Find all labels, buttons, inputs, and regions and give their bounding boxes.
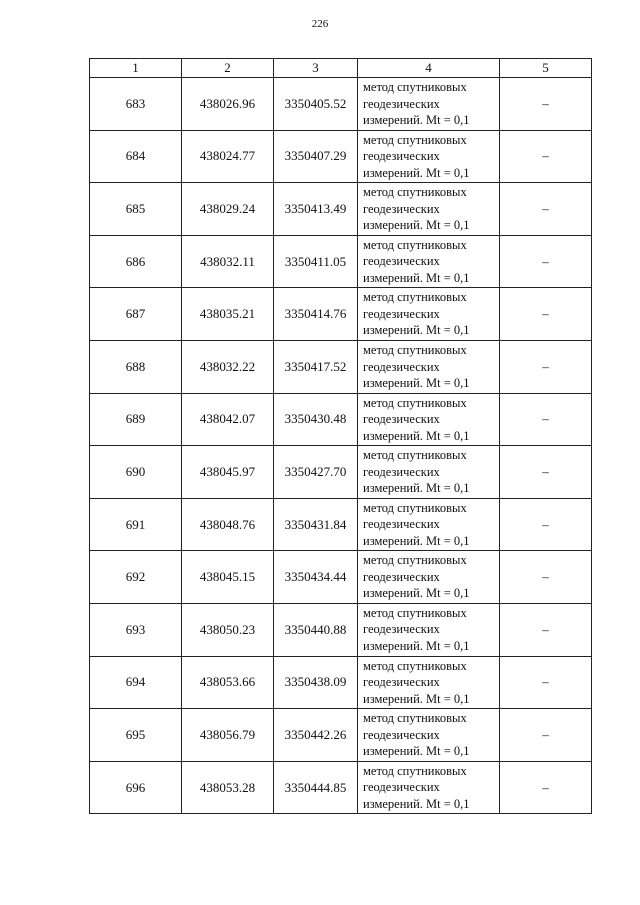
method-text-line: метод спутниковых: [363, 185, 467, 200]
y-coordinate-cell: 3350438.09: [274, 656, 358, 709]
method-text-line: геодезических: [363, 517, 440, 532]
x-coordinate-cell: 438056.79: [182, 709, 274, 762]
method-text-line: измерений. Mt = 0,1: [363, 270, 470, 285]
x-coordinate-cell: 438032.11: [182, 235, 274, 288]
x-coordinate-cell: 438026.96: [182, 78, 274, 131]
method-cell: [358, 340, 500, 393]
y-coordinate-cell: 3350411.05: [274, 235, 358, 288]
method-cell: [358, 761, 500, 814]
x-coordinate-cell: 438032.22: [182, 340, 274, 393]
y-coordinate-cell: 3350430.48: [274, 393, 358, 446]
method-text-line: геодезических: [363, 96, 440, 111]
method-text-line: метод спутниковых: [363, 553, 467, 568]
method-text-line: измерений. Mt = 0,1: [363, 376, 470, 391]
table-row: [90, 709, 592, 762]
point-number-cell: 696: [90, 761, 182, 814]
y-coordinate-cell: 3350417.52: [274, 340, 358, 393]
column-header-1: 1: [90, 59, 182, 78]
method-text-line: измерений. Mt = 0,1: [363, 428, 470, 443]
table-row: [90, 340, 592, 393]
method-text-line: метод спутниковых: [363, 290, 467, 305]
method-cell: [358, 446, 500, 499]
point-number-cell: 694: [90, 656, 182, 709]
method-text-line: геодезических: [363, 622, 440, 637]
method-text-line: метод спутниковых: [363, 343, 467, 358]
description-cell: –: [500, 235, 592, 288]
method-text-line: геодезических: [363, 675, 440, 690]
method-text-line: метод спутниковых: [363, 500, 467, 515]
y-coordinate-cell: 3350440.88: [274, 603, 358, 656]
method-cell: [358, 709, 500, 762]
point-number-cell: 688: [90, 340, 182, 393]
method-text-line: геодезических: [363, 306, 440, 321]
method-cell: [358, 656, 500, 709]
method-text-line: геодезических: [363, 412, 440, 427]
point-number-cell: 683: [90, 78, 182, 131]
y-coordinate-cell: 3350407.29: [274, 130, 358, 183]
column-header-3: 3: [274, 59, 358, 78]
description-cell: –: [500, 498, 592, 551]
table-row: [90, 78, 592, 131]
y-coordinate-cell: 3350444.85: [274, 761, 358, 814]
method-text-line: измерений. Mt = 0,1: [363, 113, 470, 128]
point-number-cell: 691: [90, 498, 182, 551]
method-text-line: геодезических: [363, 780, 440, 795]
x-coordinate-cell: 438048.76: [182, 498, 274, 551]
method-text-line: измерений. Mt = 0,1: [363, 323, 470, 338]
method-text-line: геодезических: [363, 359, 440, 374]
description-cell: –: [500, 393, 592, 446]
description-cell: –: [500, 551, 592, 604]
point-number-cell: 689: [90, 393, 182, 446]
method-text-line: измерений. Mt = 0,1: [363, 218, 470, 233]
table-row: [90, 498, 592, 551]
table-row: [90, 446, 592, 499]
x-coordinate-cell: 438035.21: [182, 288, 274, 341]
x-coordinate-cell: 438029.24: [182, 183, 274, 236]
method-text-line: геодезических: [363, 201, 440, 216]
method-text-line: измерений. Mt = 0,1: [363, 533, 470, 548]
method-text-line: измерений. Mt = 0,1: [363, 586, 470, 601]
method-text-line: измерений. Mt = 0,1: [363, 165, 470, 180]
method-text-line: измерений. Mt = 0,1: [363, 481, 470, 496]
column-header-5: 5: [500, 59, 592, 78]
method-text-line: геодезических: [363, 727, 440, 742]
method-text-line: метод спутниковых: [363, 711, 467, 726]
x-coordinate-cell: 438045.15: [182, 551, 274, 604]
method-text-line: геодезических: [363, 149, 440, 164]
method-text-line: геодезических: [363, 254, 440, 269]
point-number-cell: 693: [90, 603, 182, 656]
method-text-line: измерений. Mt = 0,1: [363, 638, 470, 653]
point-number-cell: 685: [90, 183, 182, 236]
method-text-line: метод спутниковых: [363, 763, 467, 778]
method-cell: [358, 183, 500, 236]
method-cell: [358, 498, 500, 551]
y-coordinate-cell: 3350413.49: [274, 183, 358, 236]
coordinates-table: [89, 58, 592, 814]
method-text-line: метод спутниковых: [363, 237, 467, 252]
description-cell: –: [500, 183, 592, 236]
x-coordinate-cell: 438042.07: [182, 393, 274, 446]
y-coordinate-cell: 3350434.44: [274, 551, 358, 604]
method-text-line: измерений. Mt = 0,1: [363, 796, 470, 811]
table-row: [90, 551, 592, 604]
description-cell: –: [500, 761, 592, 814]
method-text-line: геодезических: [363, 569, 440, 584]
method-cell: [358, 393, 500, 446]
x-coordinate-cell: 438024.77: [182, 130, 274, 183]
column-header-4: 4: [358, 59, 500, 78]
method-text-line: метод спутниковых: [363, 448, 467, 463]
column-header-2: 2: [182, 59, 274, 78]
description-cell: –: [500, 656, 592, 709]
description-cell: –: [500, 78, 592, 131]
method-cell: [358, 551, 500, 604]
description-cell: –: [500, 603, 592, 656]
table-row: [90, 183, 592, 236]
x-coordinate-cell: 438053.66: [182, 656, 274, 709]
y-coordinate-cell: 3350431.84: [274, 498, 358, 551]
description-cell: –: [500, 340, 592, 393]
table-row: [90, 288, 592, 341]
description-cell: –: [500, 446, 592, 499]
x-coordinate-cell: 438050.23: [182, 603, 274, 656]
method-text-line: геодезических: [363, 464, 440, 479]
description-cell: –: [500, 709, 592, 762]
method-text-line: метод спутниковых: [363, 80, 467, 95]
x-coordinate-cell: 438053.28: [182, 761, 274, 814]
y-coordinate-cell: 3350414.76: [274, 288, 358, 341]
table-row: [90, 235, 592, 288]
table-row: [90, 656, 592, 709]
header-row: [90, 59, 592, 78]
method-text-line: метод спутниковых: [363, 395, 467, 410]
point-number-cell: 695: [90, 709, 182, 762]
point-number-cell: 690: [90, 446, 182, 499]
method-cell: [358, 130, 500, 183]
y-coordinate-cell: 3350405.52: [274, 78, 358, 131]
y-coordinate-cell: 3350427.70: [274, 446, 358, 499]
x-coordinate-cell: 438045.97: [182, 446, 274, 499]
point-number-cell: 684: [90, 130, 182, 183]
y-coordinate-cell: 3350442.26: [274, 709, 358, 762]
point-number-cell: 686: [90, 235, 182, 288]
page-number: 226: [311, 18, 329, 30]
method-text-line: метод спутниковых: [363, 658, 467, 673]
method-text-line: измерений. Mt = 0,1: [363, 691, 470, 706]
description-cell: –: [500, 130, 592, 183]
point-number-cell: 687: [90, 288, 182, 341]
method-cell: [358, 603, 500, 656]
method-text-line: метод спутниковых: [363, 605, 467, 620]
method-cell: [358, 235, 500, 288]
description-cell: –: [500, 288, 592, 341]
table-row: [90, 603, 592, 656]
method-cell: [358, 78, 500, 131]
table-row: [90, 393, 592, 446]
point-number-cell: 692: [90, 551, 182, 604]
method-text-line: измерений. Mt = 0,1: [363, 744, 470, 759]
method-cell: [358, 288, 500, 341]
method-text-line: метод спутниковых: [363, 132, 467, 147]
table-row: [90, 761, 592, 814]
table-row: [90, 130, 592, 183]
